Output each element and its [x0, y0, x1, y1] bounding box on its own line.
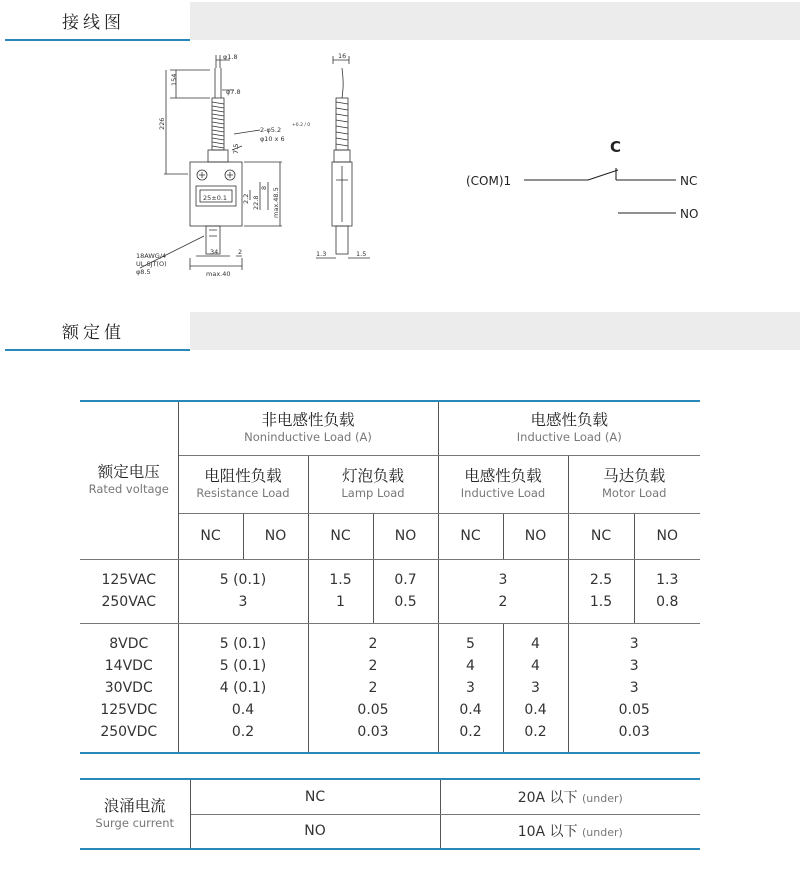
dim-154: 154 [170, 73, 178, 86]
voltage-value: 8VDC [109, 635, 149, 652]
table-value: 5 (0.1) [219, 635, 267, 652]
table-value: 3 [466, 679, 475, 696]
table-value: 4 (0.1) [219, 679, 267, 696]
table-value: 3 [629, 635, 639, 652]
noninductive-header [178, 401, 438, 455]
lamp-en: Lamp Load [341, 486, 405, 500]
no-header: NO [243, 513, 308, 559]
wiring-schematic [460, 130, 720, 230]
inductive-cn: 电感性负载 [530, 411, 608, 430]
dc-voltages [80, 623, 178, 753]
header-underline [5, 349, 190, 351]
nc-header: NC [568, 513, 634, 559]
wiring-nc-label: NC [680, 174, 698, 188]
dim-7-5: 7.5 [232, 143, 240, 154]
table-value: 2.5 [589, 572, 613, 588]
table-value: 1.5 [329, 572, 352, 588]
ac-resistance [178, 559, 308, 623]
surge-no-value [440, 814, 700, 849]
wiring-section-title: 接线图 [62, 13, 125, 33]
motor-en: Motor Load [602, 486, 667, 500]
table-value: 0.8 [656, 594, 679, 610]
surge-current-table [80, 778, 700, 850]
dim-max-48-5: max.48.5 [272, 187, 280, 218]
table-value: 0.05 [618, 701, 650, 718]
ac-motor-nc [568, 559, 634, 623]
table-value: 3 [629, 657, 639, 674]
header-underline [5, 39, 190, 41]
dc-inductive-nc [438, 623, 503, 753]
no-header: NO [503, 513, 568, 559]
rated-voltage-en: Rated voltage [88, 482, 169, 497]
resistance-cn: 电阻性负载 [204, 467, 282, 485]
table-value: 1.3 [656, 572, 679, 588]
cable-spec-awg: 18AWG/4 [136, 252, 167, 260]
wiring-section-header [0, 2, 800, 40]
wiring-c-label: C [610, 138, 622, 156]
dim-holes-tol: +0.2 / 0 [292, 123, 311, 128]
dim-22-8: 22.8 [252, 195, 260, 210]
no-header: NO [373, 513, 438, 559]
table-value: 0.4 [524, 701, 547, 718]
ac-lamp-nc [308, 559, 373, 623]
resistance-en: Resistance Load [196, 486, 290, 500]
voltage-value: 250VDC [100, 723, 158, 740]
side-dim-16: 16 [338, 52, 347, 60]
lamp-cn: 灯泡负载 [341, 467, 404, 485]
wiring-no-label: NO [680, 207, 699, 221]
table-value: 5 [466, 635, 475, 652]
surge-row-nc [80, 779, 700, 814]
voltage-value: 125VDC [100, 701, 158, 718]
table-value: 4 [466, 657, 475, 674]
dc-row [80, 623, 700, 753]
table-value: 2 [368, 657, 378, 674]
rated-voltage-cn: 额定电压 [97, 463, 160, 482]
under-text: (under) [581, 826, 623, 840]
inductive-sub-en: Inductive Load [460, 486, 546, 500]
voltage-value: 250VAC [101, 594, 156, 610]
rated-voltage-header [80, 401, 178, 559]
nc-header: NC [308, 513, 373, 559]
noninductive-cn: 非电感性负载 [261, 411, 355, 430]
inductive-en: Inductive Load (A) [516, 430, 622, 445]
table-value: 0.7 [394, 572, 417, 588]
switch-arm [588, 170, 618, 180]
dim-25: 25±0.1 [203, 194, 228, 202]
inductive-sub-cn: 电感性负载 [464, 467, 542, 485]
header-bar-background [190, 2, 800, 40]
lamp-load-header [308, 455, 438, 513]
noninductive-en: Noninductive Load (A) [244, 430, 372, 445]
rated-section-header [0, 312, 800, 350]
side-dim-1-5: 1.5 [356, 250, 367, 258]
dc-resistance [178, 623, 308, 753]
header-bar-background [190, 312, 800, 350]
wiring-com-label: (COM)1 [466, 174, 512, 188]
table-value: 3 [238, 594, 248, 610]
dc-inductive-no [503, 623, 568, 753]
dim-2-2: 2.2 [242, 193, 250, 204]
nc-header: NC [178, 513, 243, 559]
table-value: 2 [368, 635, 378, 652]
voltage-value: 14VDC [104, 657, 153, 674]
rated-values-table [80, 400, 700, 754]
dim-phi-1-8: φ1.8 [223, 53, 238, 61]
ac-row [80, 559, 700, 623]
table-value: 0.2 [524, 723, 547, 740]
table-value: 1.5 [589, 594, 613, 610]
table-value: 3 [629, 679, 639, 696]
ac-motor-no [634, 559, 700, 623]
table-value: 0.2 [231, 723, 255, 740]
no-header: NO [634, 513, 700, 559]
side-dim-1-3: 1.3 [316, 250, 327, 258]
dc-motor [568, 623, 700, 753]
motor-cn: 马达负载 [603, 467, 666, 485]
dim-34: 34 [210, 248, 219, 256]
dim-226: 226 [158, 117, 166, 130]
table-value: 2 [498, 594, 508, 610]
table-value: 4 [531, 635, 540, 652]
voltage-value: 30VDC [104, 679, 153, 696]
table-value: 0.03 [618, 723, 650, 740]
ac-inductive [438, 559, 568, 623]
surge-value-text: 10A 以下 [517, 824, 578, 841]
table-value: 5 (0.1) [219, 572, 267, 588]
table-value: 1 [336, 594, 345, 610]
inductive-header [438, 401, 700, 455]
surge-value-text: 20A 以下 [517, 789, 578, 806]
table-value: 4 [531, 657, 540, 674]
table-value: 0.5 [394, 594, 417, 610]
table-value: 3 [498, 572, 508, 588]
cable-spec-ul: UL.SJT(O) [136, 260, 167, 268]
table-value: 5 (0.1) [219, 657, 267, 674]
dim-holes: 2-φ5.2 [260, 126, 282, 134]
dimension-drawing [130, 50, 390, 290]
ac-voltages [80, 559, 178, 623]
dc-lamp [308, 623, 438, 753]
rated-section-title: 额定值 [62, 323, 125, 343]
surge-en: Surge current [95, 816, 175, 830]
voltage-value: 125VAC [101, 572, 156, 588]
table-value: 0.4 [459, 701, 482, 718]
resistance-load-header [178, 455, 308, 513]
cable-spec-diameter: φ8.5 [136, 268, 151, 276]
motor-load-header [568, 455, 700, 513]
ac-lamp-no [373, 559, 438, 623]
nc-header: NC [438, 513, 503, 559]
table-value: 0.4 [231, 701, 255, 718]
header-row-1 [80, 401, 700, 455]
dim-8: 8 [260, 185, 268, 190]
table-value: 0.03 [357, 723, 389, 740]
under-text: (under) [581, 791, 623, 805]
table-value: 0.2 [459, 723, 482, 740]
dim-max-40: max.40 [206, 270, 231, 278]
dim-phi-7-8: φ7.8 [226, 88, 241, 96]
surge-cn: 浪涌电流 [103, 797, 166, 815]
table-value: 3 [531, 679, 540, 696]
surge-no-contact: NO [190, 814, 440, 849]
surge-nc-contact: NC [190, 779, 440, 814]
table-value: 2 [368, 679, 378, 696]
table-value: 0.05 [357, 701, 389, 718]
inductive-load-header [438, 455, 568, 513]
dim-holes-size: φ10 x 6 [260, 135, 285, 143]
dim-2: 2 [238, 248, 243, 256]
surge-nc-value [440, 779, 700, 814]
surge-label [80, 779, 190, 849]
